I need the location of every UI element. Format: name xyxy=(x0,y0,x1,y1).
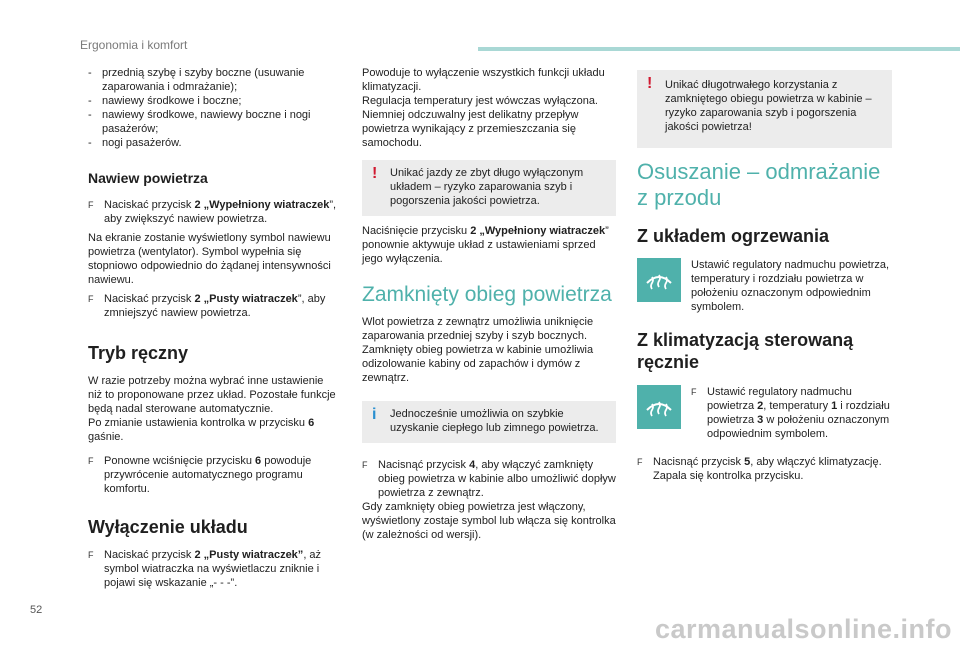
list-item: - nogi pasażerów. xyxy=(88,136,338,150)
off-text-2: Regulacja temperatury jest wówczas wyłączona. Niemniej odczuwalny jest delikatny przepływ powietrza wynikający z przemieszczania się samochodu. xyxy=(362,95,598,149)
info-icon: i xyxy=(372,406,377,423)
list-item: - nawiewy środkowe i boczne; xyxy=(88,94,338,108)
column-3 xyxy=(637,70,892,483)
chapter-title: Ergonomia i komfort xyxy=(80,38,188,52)
section-heading-zamkniety: Zamknięty obieg powietrza xyxy=(362,283,612,306)
warning-box: ! Unikać jazdy ze zbyt długo wyłączonym układem – ryzyko zaparowania szyb i pogorszenia jakości powietrza. xyxy=(362,160,616,216)
ac-defrost-row xyxy=(637,385,892,445)
section-heading-reczny: Tryb ręczny xyxy=(88,343,189,363)
step-turn-off: F Naciskać przycisk 2 „Pusty wiatraczek”, aż symbol wiatraczka na wyświetlaczu zniknie i pojawi się wskazanie „- - -”. xyxy=(88,549,322,589)
recirculation-indicator-text: Gdy zamknięty obieg powietrza jest włączony, wyświetlony zostaje symbol lub włącza się kontrolka (w zależności od wersji). xyxy=(362,501,616,541)
header-accent-bar xyxy=(478,47,960,51)
manual-mode-text-2: Po zmianie ustawienia kontrolka w przycisku 6 gaśnie. xyxy=(88,417,315,443)
reactivate-text: Naciśnięcie przycisku 2 „Wypełniony wiatraczek” ponownie aktywuje układ z ustawieniami sprzed jego wyłączenia. xyxy=(362,225,609,265)
info-box: i Jednocześnie umożliwia on szybkie uzyskanie ciepłego lub zimnego powietrza. xyxy=(362,401,616,443)
step-enable-ac: F Nacisnąć przycisk 5, aby włączyć klimatyzację. Zapala się kontrolka przycisku. xyxy=(637,456,882,482)
section-heading-osuszanie: Osuszanie – odmrażanie z przodu xyxy=(637,159,881,210)
warning-icon: ! xyxy=(647,75,653,92)
section-heading-klimatyzacja: Z klimatyzacją sterowaną ręcznie xyxy=(637,330,854,372)
list-item: - nawiewy środkowe, nawiewy boczne i nogi pasażerów; xyxy=(88,108,338,136)
section-heading-wylaczenie: Wyłączenie układu xyxy=(88,517,248,537)
recirculation-text: Wlot powietrza z zewnątrz umożliwia uniknięcie zaparowania przedniej szyby i szyb bocznych. Zamknięty obieg powietrza w kabinie umożliwia odizolowanie kabiny od zapachów i dymów z zewnątrz. xyxy=(362,316,594,384)
step-bullet-icon: F xyxy=(88,200,94,210)
column-2 xyxy=(362,66,616,542)
heating-instruction: Ustawić regulatory nadmuchu powietrza, temperatury i rozdziału powietrza w położeniu oznaczonym odpowiednim symbolem. xyxy=(691,259,890,313)
step-bullet-icon: F xyxy=(88,456,94,466)
step-recirculation: F Nacisnąć przycisk 4, aby włączyć zamknięty obieg powietrza w kabinie albo umożliwić dopływ powietrza z zewnątrz. xyxy=(362,459,616,499)
heating-defrost-row xyxy=(637,258,892,314)
ac-settings-instruction: F Ustawić regulatory nadmuchu powietrza 2, temperatury 1 i rozdziału powietrza 3 w położeniu oznaczonym odpowiednim symbolem. xyxy=(691,386,890,440)
warning-icon: ! xyxy=(372,165,378,182)
front-defrost-icon xyxy=(637,258,681,302)
section-heading-ogrzewanie: Z układem ogrzewania xyxy=(637,226,830,246)
column-1 xyxy=(88,66,338,590)
step-increase-fan: F Naciskać przycisk 2 „Wypełniony wiatraczek”, aby zwiększyć nawiew powietrza. xyxy=(88,199,337,225)
off-text: Powoduje to wyłączenie wszystkich funkcji układu klimatyzacji. xyxy=(362,67,605,93)
step-bullet-icon: F xyxy=(691,387,697,397)
step-bullet-icon: F xyxy=(362,460,368,470)
page-number: 52 xyxy=(30,604,43,616)
warning-box-recirculation: ! Unikać długotrwałego korzystania z zamkniętego obiegu powietrza w kabinie – ryzyko zaparowania szyb i pogorszenia jakości powietrza! xyxy=(637,70,892,148)
step-restore-auto: F Ponowne wciśnięcie przycisku 6 powoduje przywrócenie automatycznego programu komfortu. xyxy=(88,455,312,495)
step-decrease-fan: F Naciskać przycisk 2 „Pusty wiatraczek”, aby zmniejszyć nawiew powietrza. xyxy=(88,293,326,319)
step-bullet-icon: F xyxy=(88,294,94,304)
step-bullet-icon: F xyxy=(637,457,643,467)
step-bullet-icon: F xyxy=(88,550,94,560)
list-item: - przednią szybę i szyby boczne (usuwanie zaparowania i odmrażanie); xyxy=(88,66,338,94)
fan-description: Na ekranie zostanie wyświetlony symbol nawiewu powietrza (wentylator). Symbol wypełnia się stopniowo odpowiednio do żądanej intensywności nawiewu. xyxy=(88,232,331,286)
airflow-list xyxy=(88,66,338,150)
manual-mode-text: W razie potrzeby można wybrać inne ustawienie niż to proponowane przez układ. Pozostałe funkcje będą nadal sterowane automatycznie. xyxy=(88,375,336,415)
section-heading-nawiew: Nawiew powietrza xyxy=(88,170,208,186)
watermark: carmanualsonline.info xyxy=(654,614,952,644)
